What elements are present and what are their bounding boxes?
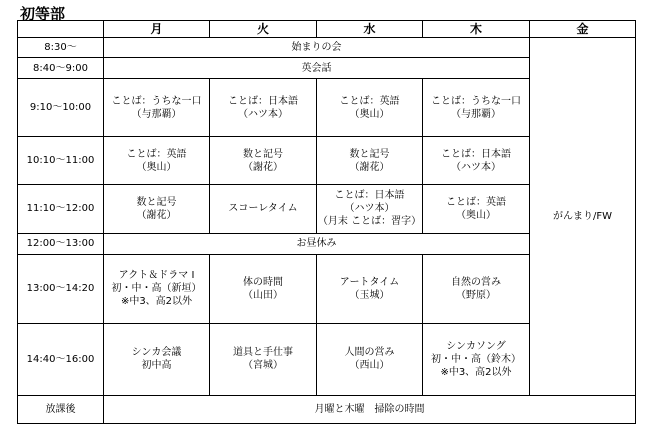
class-line: スコーレタイム bbox=[228, 203, 298, 215]
class-line: （与那覇） bbox=[131, 108, 182, 120]
day-header-fri: 金 bbox=[530, 21, 636, 38]
class-cell-wed bbox=[317, 185, 423, 234]
class-cell-thu bbox=[423, 137, 530, 185]
class-line: アクト＆ドラマ I bbox=[118, 270, 195, 282]
time-cell: 10:10～11:00 bbox=[18, 137, 104, 185]
class-cell-thu bbox=[423, 185, 530, 234]
time-cell: 11:10～12:00 bbox=[18, 185, 104, 234]
class-line: ことば：日本語 bbox=[441, 148, 511, 160]
all-days-cell: お昼休み bbox=[104, 233, 530, 254]
time-cell: 8:40～9:00 bbox=[18, 58, 104, 78]
class-line: （奥山） bbox=[456, 209, 496, 221]
class-line: （謝花） bbox=[349, 161, 390, 173]
class-line: シンカ会議 bbox=[131, 347, 182, 359]
class-cell-tue bbox=[210, 323, 317, 395]
friday-cell: がんまり/FW bbox=[530, 38, 636, 395]
time-cell: 放課後 bbox=[18, 395, 104, 423]
class-cell-wed bbox=[317, 254, 423, 323]
class-line: アートタイム bbox=[339, 276, 400, 288]
class-cell-mon bbox=[104, 185, 210, 234]
class-line: （奥山） bbox=[349, 108, 390, 120]
class-line: 初中高 bbox=[141, 360, 172, 372]
class-line: （ハツ本） bbox=[451, 161, 501, 173]
class-line: （月末 ことば：習字） bbox=[317, 216, 422, 228]
after-school-cell: 月曜と木曜 掃除の時間 bbox=[104, 395, 636, 423]
class-line: 数と記号 bbox=[349, 148, 390, 160]
class-line: （謝花） bbox=[136, 209, 177, 221]
class-line: 初・中・高（新垣） bbox=[111, 283, 202, 295]
day-header-wed: 水 bbox=[317, 21, 423, 38]
class-line: ことば：日本語 bbox=[334, 190, 405, 202]
time-cell: 14:40～16:00 bbox=[18, 323, 104, 395]
day-header-thu: 木 bbox=[423, 21, 530, 38]
class-cell-wed bbox=[317, 323, 423, 395]
row-9 bbox=[18, 395, 636, 423]
class-line: ことば：うちな一口 bbox=[431, 95, 521, 107]
class-line: ことば：英語 bbox=[339, 95, 400, 107]
time-cell: 9:10～10:00 bbox=[18, 78, 104, 137]
class-cell-thu bbox=[423, 323, 530, 395]
class-line: 自然の営み bbox=[451, 276, 501, 288]
class-line: ことば：英語 bbox=[126, 148, 187, 160]
class-cell-mon bbox=[104, 323, 210, 395]
class-cell-thu bbox=[423, 254, 530, 323]
class-line: ことば：英語 bbox=[446, 196, 506, 208]
class-line: （野原） bbox=[456, 289, 496, 301]
class-cell-thu bbox=[423, 78, 530, 137]
class-line: 初・中・高（鈴木） bbox=[431, 353, 521, 365]
row-1 bbox=[18, 38, 636, 58]
class-cell-tue bbox=[210, 254, 317, 323]
class-cell-tue bbox=[210, 78, 317, 137]
class-cell-mon bbox=[104, 78, 210, 137]
all-days-cell: 英会話 bbox=[104, 58, 530, 78]
class-cell-wed bbox=[317, 78, 423, 137]
all-days-cell: 始まりの会 bbox=[104, 38, 530, 58]
class-line: 人間の営み bbox=[344, 347, 395, 359]
timetable bbox=[17, 20, 636, 424]
class-line: （ハツ本） bbox=[238, 108, 288, 120]
corner-cell bbox=[18, 21, 104, 38]
class-line: 道具と手仕事 bbox=[233, 347, 293, 359]
day-header-tue: 火 bbox=[210, 21, 317, 38]
class-cell-tue bbox=[210, 137, 317, 185]
class-line: （与那覇） bbox=[451, 108, 501, 120]
class-cell-mon bbox=[104, 137, 210, 185]
class-line: シンカソング bbox=[446, 340, 506, 352]
time-cell: 8:30～ bbox=[18, 38, 104, 58]
class-line: ※中3、高2以外 bbox=[440, 366, 512, 378]
class-line: ことば：うちな一口 bbox=[111, 95, 202, 107]
class-cell-tue bbox=[210, 185, 317, 234]
header-row bbox=[18, 21, 636, 38]
time-cell: 12:00～13:00 bbox=[18, 233, 104, 254]
class-line: 数と記号 bbox=[136, 196, 177, 208]
class-line: （奥山） bbox=[136, 161, 177, 173]
class-line: 体の時間 bbox=[243, 276, 283, 288]
class-line: （山田） bbox=[243, 289, 283, 301]
class-line: 数と記号 bbox=[243, 148, 283, 160]
page-title: 初等部 bbox=[20, 5, 66, 23]
class-line: ※中3、高2以外 bbox=[120, 296, 193, 308]
class-line: （ハツ本） bbox=[344, 203, 395, 215]
class-line: （謝花） bbox=[243, 161, 283, 173]
class-cell-wed bbox=[317, 137, 423, 185]
class-line: （西山） bbox=[349, 360, 390, 372]
day-header-mon: 月 bbox=[104, 21, 210, 38]
class-line: （玉城） bbox=[349, 289, 390, 301]
class-line: （宮城） bbox=[243, 360, 283, 372]
class-cell-mon bbox=[104, 254, 210, 323]
class-line: ことば：日本語 bbox=[228, 95, 298, 107]
time-cell: 13:00～14:20 bbox=[18, 254, 104, 323]
